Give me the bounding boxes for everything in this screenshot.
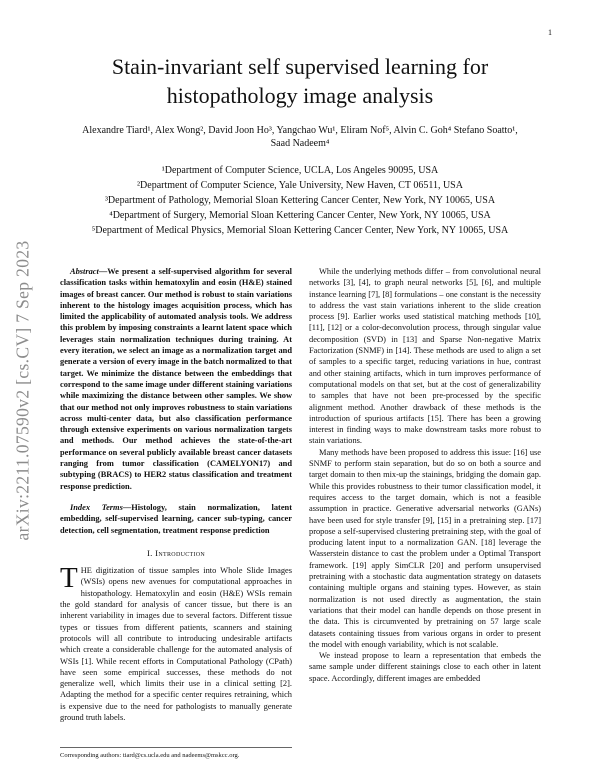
body-paragraph: While the underlying methods differ – from convolutional neural networks [3], [4], to graph neural networks [5], [6], and multiple instance learning [7], [8] formulations – one constant is the necessity to address the vast stain variations inherent to the slide creation process [9]. Earlier works used statistical matching methods [10], [11], [12] or a color-deconvolution process, through singular value decomposition (SVD) in [13] and Sparse Non-negative Matrix Factorization (SNMF) in [14]. These methods are used to align a set of samples to a specific target, reducing variations in hue, contrast and other staining artifacts, which in turn improves performance of computational models on that set, but at the cost of generalizability to samples that have not been pre-processed by the specific alignment method. Another drawback of these methods is the introduction of spurious artifacts [15]. There has been a growing interest in finding ways to make downstream tasks more robust to stain variations. — [309, 267, 541, 446]
affiliation: ³Department of Pathology, Memorial Sloan Kettering Cancer Center, New York, NY 10065, USA — [104, 195, 496, 206]
author-list — [60, 124, 540, 150]
affiliation-list — [60, 163, 540, 238]
affiliation: ⁵Department of Medical Physics, Memorial Sloan Kettering Cancer Center, New York, NY 10065, USA — [91, 225, 509, 236]
body-paragraph: Many methods have been proposed to address this issue: [16] use SNMF to perform stain separation, but do so on both a source and target domain to then mix-up the stainings, bridging the domain gap. While this provides robustness to their tumor classification model, it requires access to the target domain, which is not a feasible assumption in practice. Generative adversarial networks (GANs) have been used for style transfer [9], [15] in a pretraining step. [17] propose a self-supervised clustering pretraining step, with the goal of producing latent input to a normalization GAN. [18] leverage the Wasserstein distance to cast the problem under a Optimal Transport framework. [19] apply SimCLR [20] and perform unsupervised pretraining with a stochastic data augmentation strategy on datasets containing multiple organs and staining types. However, as stain normalization is not used directly as augmentation, the stain variations that their model can handle depends on those present in the data. This is circumvented by pretraining on 57 large scale datasets containing tissues from various organs in order to present the model with enough variability, which is not scalable. — [309, 447, 541, 649]
right-column — [309, 266, 541, 684]
footnote: Corresponding authors: tiard@cs.ucla.edu and nadeems@mskcc.org. — [60, 747, 292, 760]
abstract — [60, 266, 292, 492]
page-number: 1 — [548, 28, 552, 37]
index-terms-body: —Histology, stain normalization, latent embedding, self-supervised learning, cancer sub-typing, cancer detection, cell segmentation, treatment response prediction — [60, 502, 292, 535]
authors-line-1: Alexandre Tiard¹, Alex Wong², David Joon Ho³, Yangchao Wu¹, Eliram Nof⁵, Alvin C. Goh⁴ Stefano Soatto¹, — [82, 125, 518, 136]
authors-line-2: Saad Nadeem⁴ — [270, 138, 330, 149]
intro-paragraph — [60, 562, 292, 723]
abstract-lead: Abstract — [70, 267, 99, 276]
intro-text: HE digitization of tissue samples into Whole Slide Images (WSIs) opens new avenues for computational approaches in histopathology. Hematoxylin and eosin (H&E) WSIs remain the gold standard for analysis of cancer tissue, but there is an inherent variability in images due to several factors. Different tissue types or tissues from different patients, scanners and staining protocols will all contribute to introducing undesirable artifacts which create a considerable challenge for the automated analysis of WSIs [1]. While recent efforts in Computational Pathology (CPath) have seen some empirical successes, these methods do not generalize well, which limits their use in a clinical setting [2]. Adapting the method for a specific center requires retraining, which is expensive due to the need for pathologists to manually generate ground truth labels. — [60, 566, 292, 722]
arxiv-stamp — [5, 210, 41, 570]
index-terms-lead: Index Terms — [70, 502, 123, 512]
left-column — [60, 266, 292, 723]
arxiv-identifier: arXiv:2211.07590v2 [cs.CV] 7 Sep 2023 — [12, 239, 33, 541]
body-paragraph: We instead propose to learn a representation that embeds the same sample under different stainings close to each other in latent space. Accordingly, different images are embedded — [309, 651, 541, 683]
affiliation: ⁴Department of Surgery, Memorial Sloan Kettering Cancer Center, New York, NY 10065, USA — [109, 210, 491, 221]
affiliation: ²Department of Computer Science, Yale University, New Haven, CT 06511, USA — [137, 180, 463, 191]
index-terms — [60, 502, 292, 536]
affiliation: ¹Department of Computer Science, UCLA, Los Angeles 90095, USA — [161, 165, 439, 176]
paper-title: Stain-invariant self supervised learning for histopathology image analysis — [111, 54, 489, 108]
section-heading: I. Introduction — [146, 547, 206, 558]
abstract-body: —We present a self-supervised algorithm for several classification tasks within hematoxylin and eosin (H&E) stained images of breast cancer. Our method is robust to stain variations inherent to the histology images acquisition process, which has limited the applicability of automated analysis tools. We address this problem by imposing constraints a learnt latent space which leverages stain normalization techniques during training. At every iteration, we select an image as a normalization target and generate a version of every image in the batch normalized to that target. We minimize the distance between the embeddings that correspond to the same image under different staining variations while maximizing the distance between other samples. We show that our method not only improves robustness to stain variations across multi-center data, but also classification performance through extensive experiments on various normalization targets and methods. Our method achieves the state-of-the-art performance on several publicly available breast cancer datasets ranging from tumor classification (CAMELYON17) and subtyping (BRACS) to HER2 status classification and treatment response prediction. — [60, 267, 292, 491]
drop-cap: T — [60, 562, 78, 595]
